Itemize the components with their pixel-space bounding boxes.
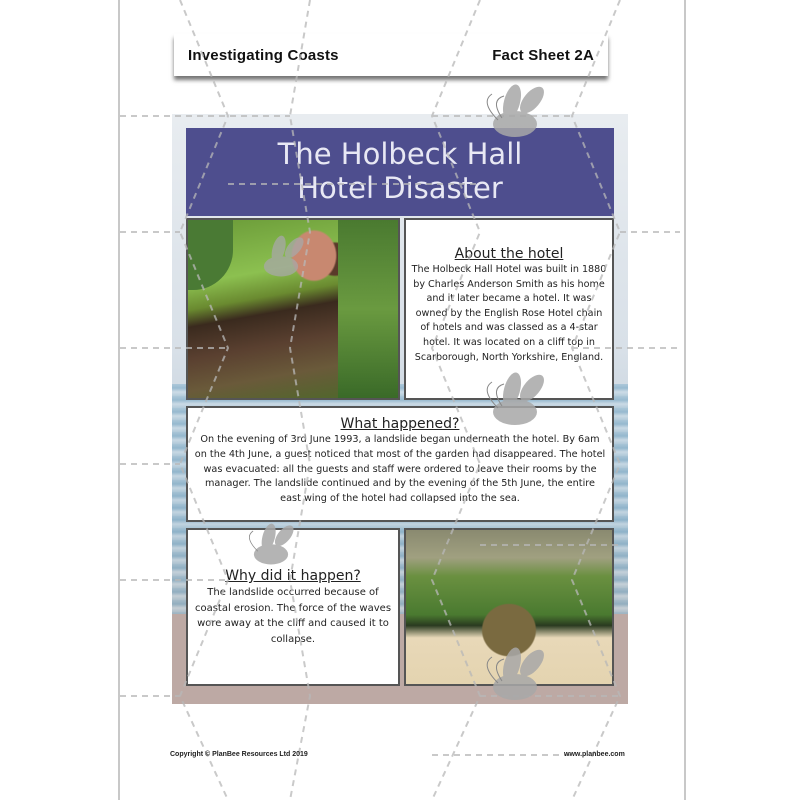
title-line-1: The Holbeck Hall [277, 137, 523, 171]
sheet-label: Fact Sheet 2A [492, 46, 594, 64]
what-body: On the evening of 3rd June 1993, a landslide began underneath the hotel. By 6am on the 4th June, a guest noticed that most of the garden had disappeared. The hotel was evacuated: all the guests and staff were ordered to leave their rooms by the manager. The landslide continued and by the evening of the 5th June, the entire east wing of the hotel had collapsed into the sea. [194, 434, 606, 505]
why-heading: Why did it happen? [225, 568, 361, 584]
copyright-notice: Copyright © PlanBee Resources Ltd 2019 [170, 751, 308, 758]
worksheet-header [174, 34, 608, 76]
why-did-it-happen-box [186, 528, 400, 686]
what-happened-box [186, 406, 614, 522]
why-body: The landslide occurred because of coastal erosion. The force of the waves wore away at the cliff and caused it to collapse. [194, 587, 392, 645]
about-body: The Holbeck Hall Hotel was built in 1880 by Charles Anderson Smith as his home and it later became a hotel. It was owned by the English Rose Hotel chain of hotels and was classed as a 4-star hotel. It was located on a cliff top in Scarborough, North Yorkshire, England. [411, 264, 607, 363]
about-the-hotel-box [404, 218, 614, 400]
trees-area [338, 220, 398, 398]
title-line-2: Hotel Disaster [297, 171, 503, 205]
topic-label: Investigating Coasts [188, 46, 339, 64]
hotel-cliff-photo [186, 218, 400, 400]
what-heading: What happened? [340, 416, 460, 432]
page-title [186, 128, 614, 216]
trees-area-left [188, 220, 233, 290]
website-link[interactable]: www.planbee.com [564, 751, 625, 758]
landslide-aerial-photo [404, 528, 614, 686]
about-heading: About the hotel [454, 246, 564, 262]
